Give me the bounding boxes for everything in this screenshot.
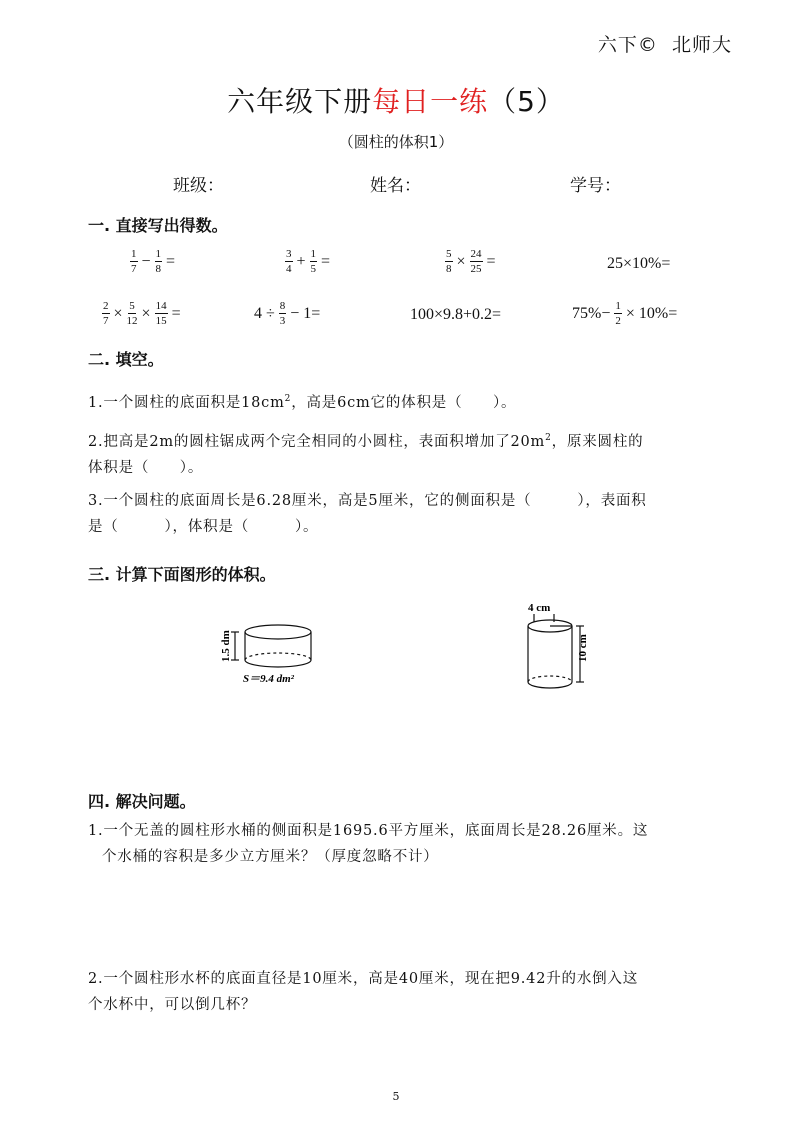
fig1-height-label: 1.5 dm (220, 630, 232, 662)
cylinder-figure-1 (215, 610, 340, 690)
grade-tag: 六下© (597, 34, 658, 56)
expression-2: $\frac{3}{4}$ + $\frac{1}{5}$ = (286, 248, 331, 275)
fill-question-1: 1.一个圆柱的底面积是$18cm^2$，高是6cm它的体积是（ ）。 (88, 394, 517, 411)
section1-heading: 一. 直接写出得数。 (88, 216, 228, 235)
title-prefix: 六年级下册 (227, 85, 373, 118)
fill-question-2: 2.把高是2m的圆柱锯成两个完全相同的小圆柱，表面积增加了$20m^2$，原来圆柱的 体积是（ ）。 (88, 433, 644, 476)
page-subtitle: （圆柱的体积1） (338, 133, 454, 151)
cylinder-figure-2 (518, 598, 593, 693)
expression-3: $\frac{5}{8}$ × $\frac{24}{25}$ = (446, 248, 496, 275)
fig2-height-label: 10 cm (577, 634, 589, 662)
publisher: 北师大 (671, 34, 732, 56)
word-problem-2: 2.一个圆柱形水杯的底面直径是10厘米，高是40厘米，现在把9.42升的水倒入这 个水杯中，可以倒几杯？ (88, 971, 639, 1013)
expression-5: $\frac{2}{7}$ × $\frac{5}{12}$ × $\frac{14}{15}$ = (103, 300, 181, 327)
expression-1: $\frac{1}{7}$ − $\frac{1}{8}$ = (131, 248, 176, 275)
title-number: （5） (488, 85, 565, 118)
word-problem-1: 1.一个无盖的圆柱形水桶的侧面积是1695.6平方厘米，底面周长是28.26厘米。这 个水桶的容积是多少立方厘米？（厚度忽略不计） (88, 823, 649, 865)
title-highlight: 每日一练 (372, 85, 489, 118)
expression-8: 75%− $\frac{1}{2}$ × 10%= (572, 300, 678, 327)
fig1-area-label: S＝9.4 dm² (243, 673, 294, 685)
name-field-label: 姓名： (370, 176, 421, 196)
fig2-diameter-label: 4 cm (528, 602, 551, 614)
page-number: 5 (392, 1090, 400, 1103)
section4-heading: 四. 解决问题。 (88, 792, 196, 811)
page-title (0, 80, 792, 120)
expression-6: 4 ÷ $\frac{8}{3}$ − 1= (254, 300, 321, 327)
expression-7: 100×9.8+0.2= (410, 306, 502, 323)
class-field-label: 班级： (173, 176, 224, 196)
expression-4: 25×10%= (607, 255, 671, 272)
id-field-label: 学号： (570, 176, 621, 196)
fill-question-3: 3.一个圆柱的底面周长是6.28厘米，高是5厘米，它的侧面积是（ ），表面积 是（ ），体积是（ ）。 (88, 493, 647, 535)
page-header (598, 30, 732, 57)
section2-heading: 二. 填空。 (88, 350, 164, 369)
section3-heading: 三. 计算下面图形的体积。 (88, 565, 276, 584)
